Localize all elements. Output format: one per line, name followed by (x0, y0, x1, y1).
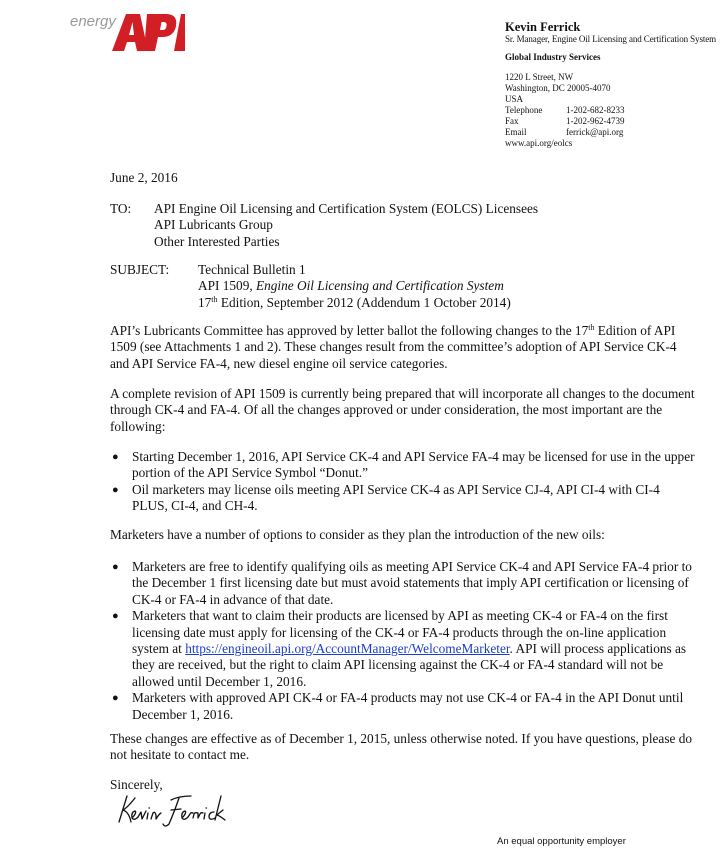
list-item-text: . API will process applications as they are received, but the right to claim API licensing against the CK-4 or FA-4 standard will not be allowed until December 1, 2016. (132, 641, 687, 689)
subject-block (198, 262, 511, 311)
address-line: Washington, DC 20005-4070 (505, 83, 611, 93)
edition-suffix: th (211, 294, 218, 304)
welcome-marketer-link[interactable]: https://engineoil.api.org/AccountManager/WelcomeMarketer (185, 641, 510, 657)
list-item (110, 449, 695, 482)
list-item-text: Starting December 1, 2016, API Service CK-4 and API Service FA-4 may be licensed for use in the upper portion of the API Service Symbol “Donut.” (132, 449, 695, 481)
sender-name: Kevin Ferrick (505, 20, 581, 34)
bullet-icon: ● (112, 451, 119, 463)
list-item-text: Marketers that want to claim their products are licensed by API as meeting CK-4 or FA-4 on the first licensing date must apply for licensing of the CK-4 or FA-4 products through the on-line application system at (132, 608, 668, 657)
fax-label: Fax (505, 116, 519, 126)
to-recipients (154, 201, 538, 250)
email-row (505, 127, 720, 138)
list-item (110, 559, 695, 608)
telephone-label: Telephone (505, 105, 543, 115)
subject-title-italic: Engine Oil Licensing and Certification System (256, 278, 504, 294)
email-value[interactable]: ferrick@api.org (566, 127, 624, 137)
paragraph-revision: A complete revision of API 1509 is currently being prepared that will incorporate all changes to the document through CK-4 and FA-4. Of all the changes approved or under consideration, the most important are the following: (110, 386, 695, 434)
fax-value: 1-202-962-4739 (566, 116, 625, 126)
subject-line (198, 278, 511, 294)
list-item-text: Marketers are free to identify qualifying oils as meeting API Service CK-4 and API Service FA-4 prior to the December 1 first licensing date but must avoid statements that imply API certification or licensing of CK-4 or FA-4 in advance of that date. (132, 559, 692, 607)
telephone-row (505, 105, 720, 116)
edition-text: Edition, September 2012 (Addendum 1 October 2014) (217, 294, 511, 310)
paragraph-intro (110, 323, 695, 372)
list-item-text: Marketers with approved API CK-4 or FA-4 products may not use CK-4 or FA-4 in the API Donut until December 1, 2016. (132, 690, 684, 722)
recipient: API Engine Oil Licensing and Certification System (EOLCS) Licensees (154, 201, 539, 216)
list-item (110, 482, 695, 515)
list-item-text: Oil marketers may license oils meeting API Service CK-4 as API Service CJ-4, API CI-4 with CI-4 PLUS, CI-4, and CH-4. (132, 481, 660, 514)
subject-line (198, 295, 511, 311)
logo-tagline: energy (70, 13, 116, 30)
list-item (110, 690, 695, 723)
address-line: USA (505, 94, 524, 104)
paragraph-options: Marketers have a number of options to consider as they plan the introduction of the new oils: (110, 527, 605, 542)
fax-row (505, 116, 720, 127)
subject-line: Technical Bulletin 1 (198, 262, 306, 277)
to-label: TO: (110, 201, 132, 216)
recipient: API Lubricants Group (154, 217, 273, 233)
edition-number: 17 (198, 294, 212, 310)
sender-block (505, 20, 720, 149)
sender-org: Global Industry Services (505, 52, 601, 62)
edition-suffix: th (588, 323, 595, 332)
bullet-icon: ● (112, 610, 119, 623)
sender-title: Sr. Manager, Engine Oil Licensing and Certification System (505, 34, 717, 44)
bullet-icon: ● (112, 692, 119, 705)
api-logo (70, 11, 185, 53)
subject-label: SUBJECT: (110, 262, 170, 277)
website-link[interactable]: www.api.org/eolcs (505, 138, 573, 148)
telephone-value: 1-202-682-8233 (566, 105, 625, 115)
paragraph-text: Edition of API 1509 (see Attachments 1 and 2). These changes result from the committee’s adoption of API Service CK-4 and API Service FA-4, new diesel engine oil service categories. (110, 323, 677, 371)
recipient: Other Interested Parties (154, 233, 280, 249)
closing: Sincerely, (110, 777, 163, 792)
address-line: 1220 L Street, NW (505, 72, 574, 82)
options-list (110, 559, 695, 723)
footer-eoe: An equal opportunity employer (497, 836, 626, 847)
signature-image (113, 790, 248, 830)
letter-date: June 2, 2016 (110, 170, 178, 185)
sender-address (505, 72, 720, 149)
bullet-icon: ● (112, 483, 119, 496)
paragraph-effective: These changes are effective as of December 1, 2015, unless otherwise noted. If you have questions, please do not hesitate to contact me. (110, 731, 693, 763)
bullet-icon: ● (112, 561, 119, 573)
list-item (110, 608, 695, 690)
paragraph-text: API’s Lubricants Committee has approved by letter ballot the following changes to the 17 (110, 323, 589, 338)
email-label: Email (505, 127, 527, 137)
changes-list (110, 449, 695, 515)
subject-text: API 1509, (198, 278, 256, 294)
